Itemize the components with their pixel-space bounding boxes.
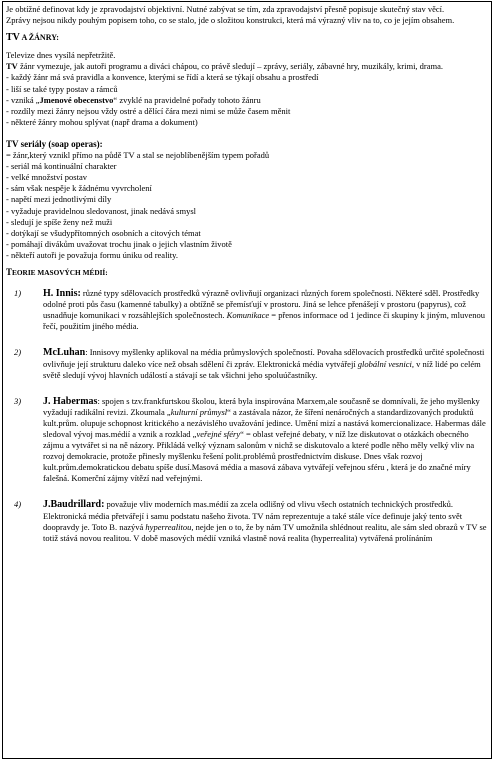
tv-line-differences: - rozdíly mezi žánry nejsou vždy ostré a dělící čára mezi nimi se může časem měnit <box>6 105 291 116</box>
tv-line-audience: - vzniká „Jmenové obecenstvo“ zvyklé na pravidelné pořady tohoto žánru <box>6 94 261 105</box>
tv-line-1: Televize dnes vysílá nepřetržitě. <box>6 50 116 61</box>
theorist-name: McLuhan <box>43 347 86 359</box>
theorist-name: H. Innis: <box>43 288 81 300</box>
theorist-item-innis: 1) H. Innis: různé typy sdělovacích prostředků výrazně ovlivňují organizaci různých forem společnosti. Některé sděl. Prostředky odolné proti půs času (kamenné tabulky) a obtížně se přemísťují v prostoru. Jiná se lehce přenášejí v prostoru (papyrus), což usnadňuje komunikaci v rozsáhlejších společnostech. Komunikace = přenos informace od 1 jedince či skupiny k jiným, mluvenou řečí, použitím jiného média. <box>14 288 485 332</box>
item-number: 1) <box>14 288 22 299</box>
theorist-item-mcluhan: 2) McLuhan: Innisovy myšlenky aplikoval na média průmyslových společností. Povaha sdělovacích prostředků určité společnosti ovlivňuje její strukturu daleko více než obsah sdělení či zpráv. Elektronická média vytvářejí globální vesnici, v níž lidé po celém světě sledují vývoj hlavních událostí a stávají se tak všichni jeho spoluúčastníky. <box>14 347 485 380</box>
mass-media-theories-heading: TEORIE MASOVÝCH MÉDIÍ: <box>6 266 108 277</box>
soap-line: - vyžaduje pravidelnou sledovanost, jinak nedává smysl <box>6 205 197 216</box>
tv-line-characters: - liší se také typy postav a rámců <box>6 83 118 94</box>
theorist-item-habermas: 3) J. Habermas: spojen s tzv.frankfurtskou školou, která byla inspirována Marxem,ale současně se domnívali, že jeho myšlenky vyžadují radikální revizi. Zkoumala „kulturní průmysl“ a zastávala názor, že šíření nenáročných a standardizovaných produktů kult.prům. olupuje schopnost kritického a nezávislého uvažování jedince. Umění mizí a nastává komercionalizace. Habermas dále sledoval vývoj mas.médií a vznik a rozklad „veřejné sféry“ = oblast veřejné debaty, v níž lze diskutovat o otázkách obecného zájmu a vytvářet si na ně názory. Přikládá velký význam salonům v nichž se diskutovalo a které podle něho měly velký vliv na rozvoj demokracie, protože přinesly myšlenku řešení polit.problémů prostřednictvím diskuse. Dnes však rozvoj kult.prům.demokratickou debatu spíše dusí.Masová média a masová zábava vytvářejí veřejnou sféru , která je do značné míry falešná. Komerční zájmy vítězí nad veřejnými. <box>14 395 486 484</box>
tv-line-rules: - každý žánr má svá pravidla a konvence, kterými se řídí a která se týkají obsahu a prostředí <box>6 72 319 83</box>
theorist-name: J. Habermas <box>43 395 98 407</box>
item-number: 4) <box>14 499 22 510</box>
soap-line: - někteří autoři je považuja formu úniku od reality. <box>6 249 178 260</box>
soap-line: - pomáhají divákům uvažovat trochu jinak o jejich vlastním životě <box>6 238 232 249</box>
item-number: 3) <box>14 395 22 406</box>
theorist-item-baudrillard: 4) J.Baudrillard: považuje vliv moderních mas.médií za zcela odlišný od vlivu všech ostatních technických prostředků. Elektronická média přetvářejí i samu podstatu našeho života. TV nám reprezentuje a také stále více definuje jaký tento svět doopravdy je. Toto B. nazývá hyperrealitou, nejde jen o to, že by nám TV umožnila shlédnout realitu, ale sám sled obrazů v TV se totiž stává novou realitou. V době masových médií vzniká vlastně nová realita (hyperrealita) vytvářená prolínáním <box>14 499 487 543</box>
tv-genres-heading: TV A ŽÁNRY: <box>6 32 59 44</box>
soap-line: - napětí mezi jednotlivými díly <box>6 194 112 205</box>
soap-line: - sám však nespěje k žádnému vyvrcholení <box>6 183 152 194</box>
theorist-name: J.Baudrillard: <box>43 499 105 511</box>
soap-line: - seriál má kontinuální charakter <box>6 161 117 172</box>
tv-line-merge: - některé žánry mohou splývat (např drama a dokument) <box>6 116 198 127</box>
item-number: 2) <box>14 347 22 358</box>
soap-operas-heading: TV seriály (soap operas): <box>6 138 103 149</box>
intro-paragraph-1: Je obtížné definovat kdy je zpravodajství objektivní. Nutné zabývat se tím, zda zpravodajství přesně popisuje skutečný stav věcí. <box>6 4 445 14</box>
soap-line: - sledují je spíše ženy než muži <box>6 216 113 227</box>
soap-line: = žánr,který vznikl přímo na půdě TV a stal se nejoblíbenějším typem pořadů <box>6 150 270 161</box>
document-page <box>2 1 492 759</box>
tv-line-genre: TV žánr vymezuje, jak autoři programu a diváci chápou, co právě sledují – zprávy, seriály, zábavné hry, muzikály, krimi, drama. <box>6 61 444 72</box>
soap-line: - velké množství postav <box>6 172 87 183</box>
soap-line: - dotýkají se všudypřítomných osobních a citových témat <box>6 227 201 238</box>
intro-paragraph-2: Zprávy nejsou nikdy pouhým popisem toho, co se stalo, jde o složitou konstrukci, která má výrazný vliv na to, co je jejím obsahem. <box>6 15 455 26</box>
